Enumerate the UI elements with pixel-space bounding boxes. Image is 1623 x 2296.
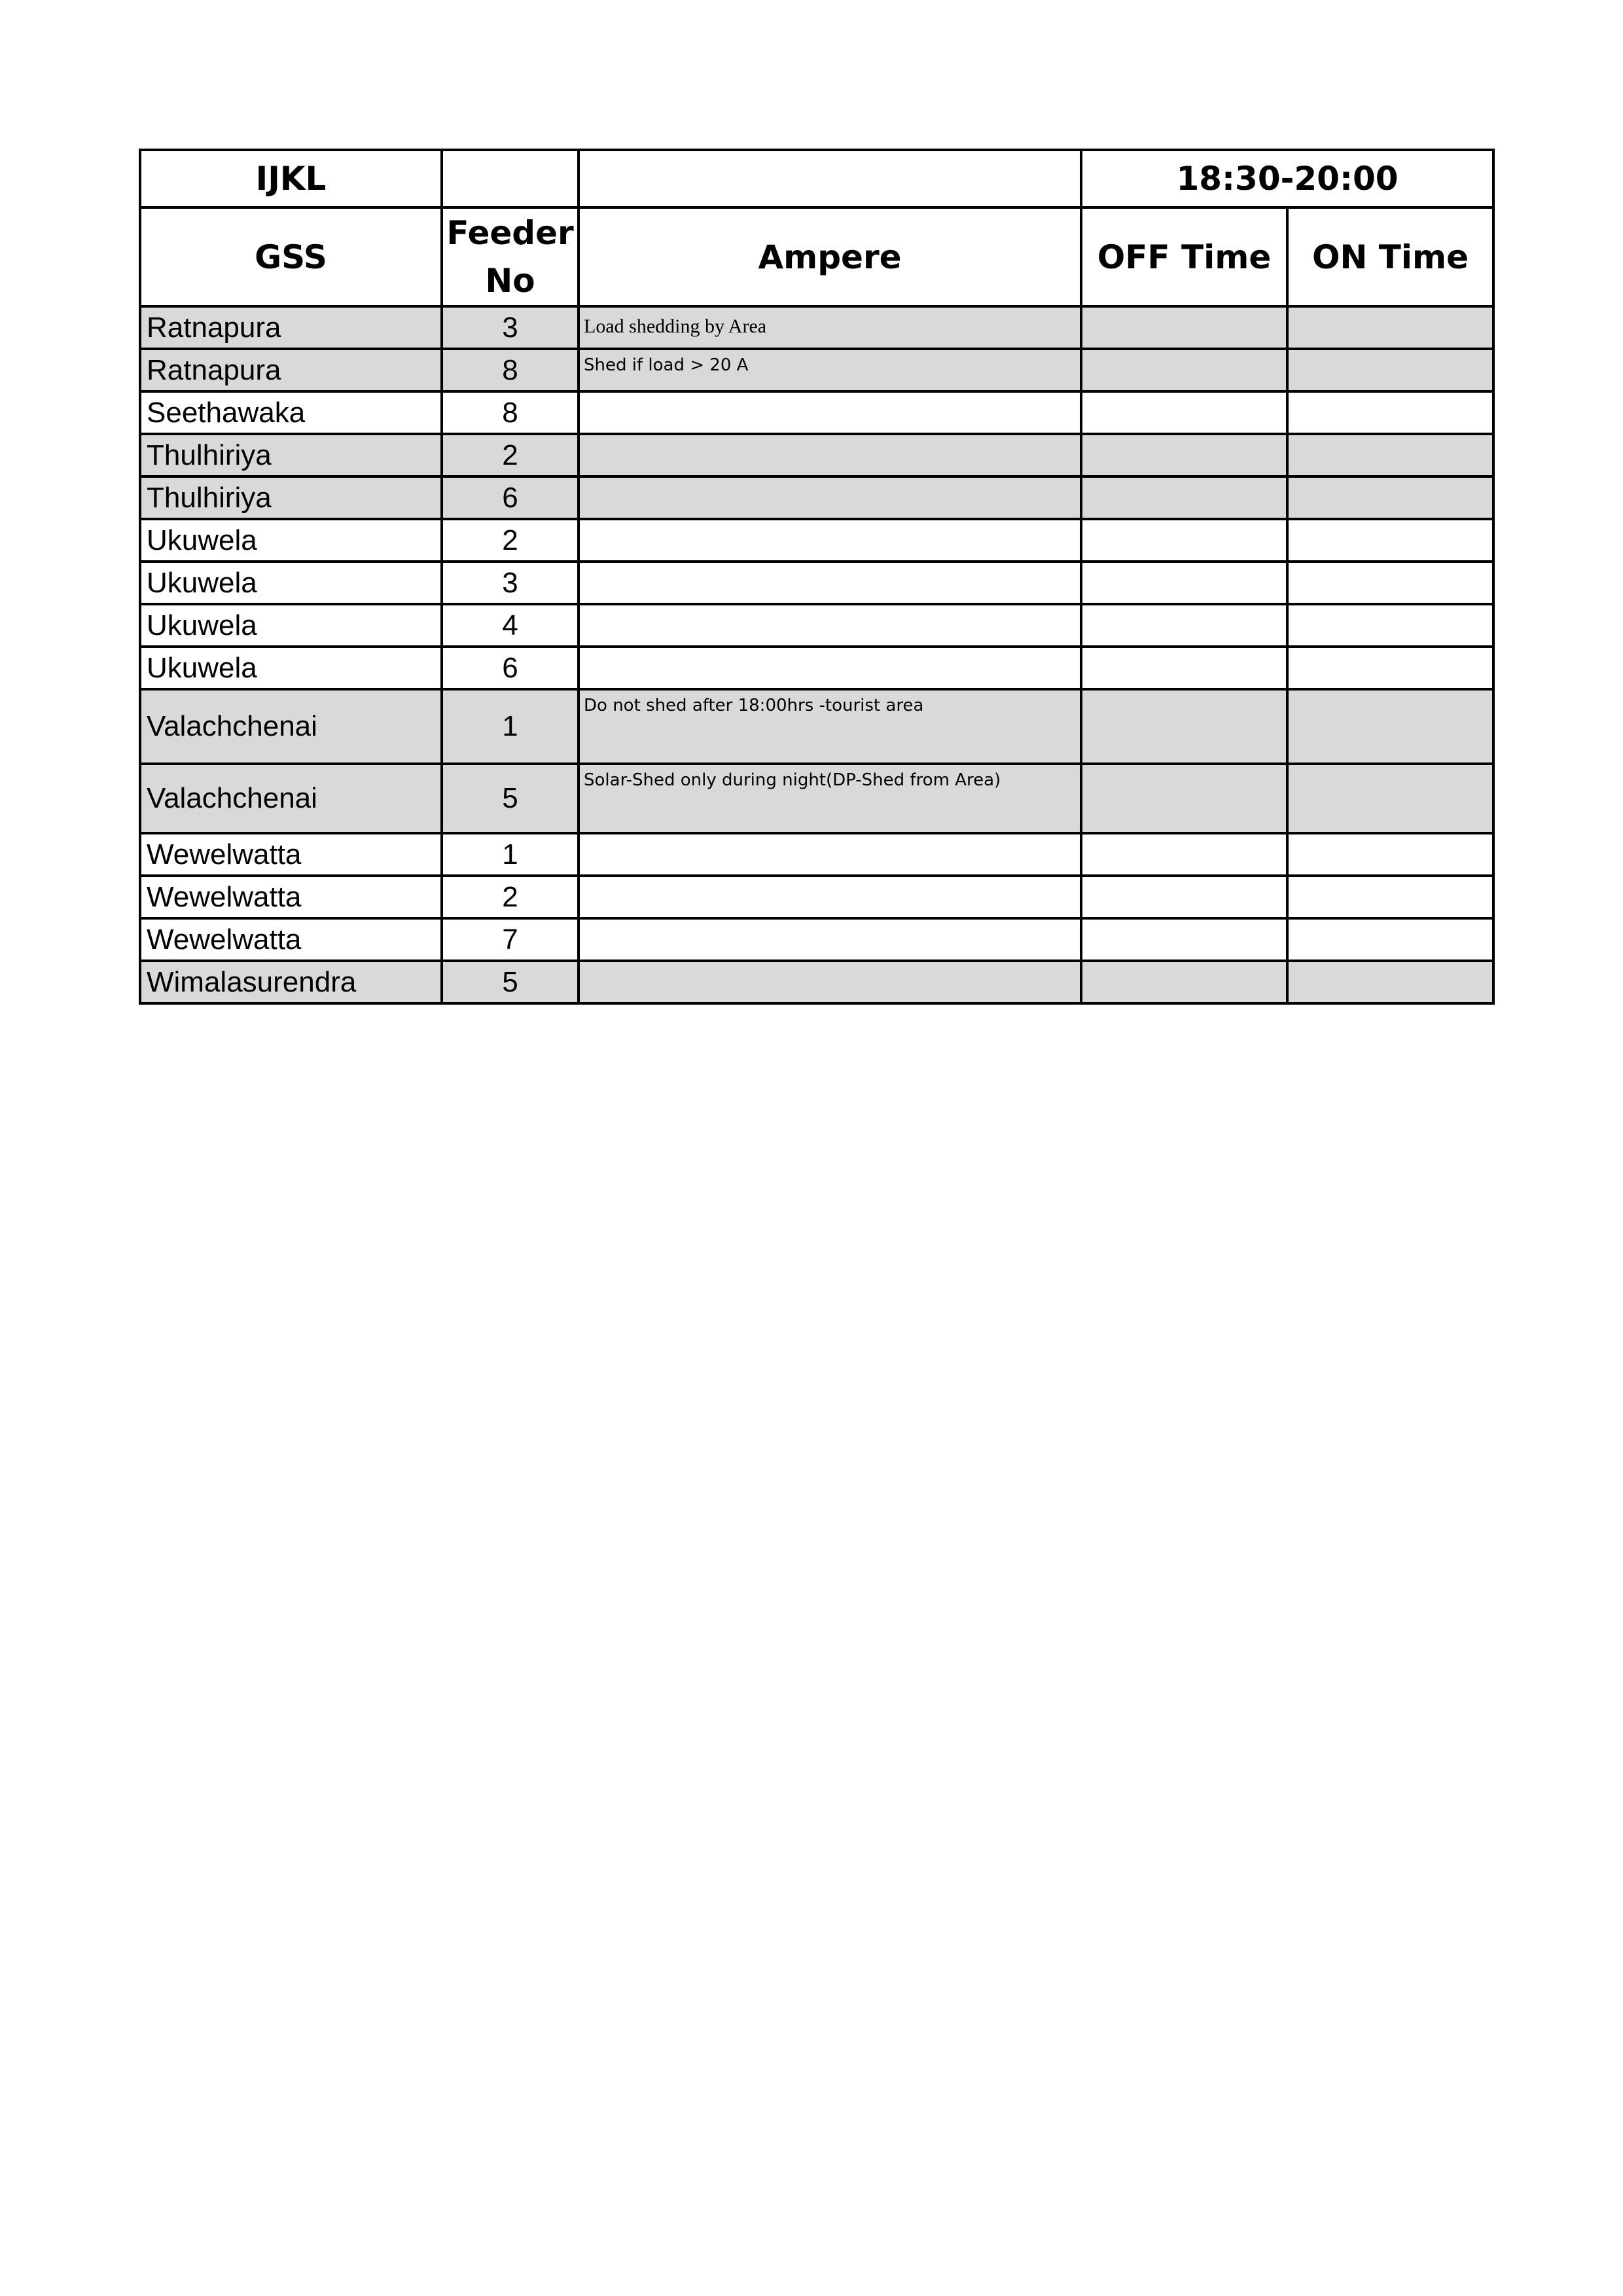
on-time-cell[interactable] bbox=[1287, 306, 1493, 349]
ampere-note: Do not shed after 18:00hrs -tourist area bbox=[584, 696, 924, 715]
gss-cell: Ratnapura bbox=[140, 306, 442, 349]
column-header-on-time: ON Time bbox=[1287, 207, 1493, 306]
column-header-feeder-line1: Feeder bbox=[446, 213, 574, 252]
gss-cell: Ukuwela bbox=[140, 562, 442, 604]
on-time-cell[interactable] bbox=[1287, 349, 1493, 391]
on-time-cell[interactable] bbox=[1287, 833, 1493, 876]
on-time-cell[interactable] bbox=[1287, 562, 1493, 604]
table-row bbox=[140, 434, 1493, 476]
on-time-cell[interactable] bbox=[1287, 961, 1493, 1003]
ampere-cell[interactable] bbox=[579, 876, 1081, 918]
ampere-cell[interactable] bbox=[579, 349, 1081, 391]
gss-cell: Seethawaka bbox=[140, 391, 442, 434]
column-header-gss: GSS bbox=[140, 207, 442, 306]
on-time-cell[interactable] bbox=[1287, 434, 1493, 476]
gss-cell: Thulhiriya bbox=[140, 476, 442, 519]
ampere-cell[interactable] bbox=[579, 918, 1081, 961]
column-header-row bbox=[140, 207, 1493, 306]
gss-cell: Ukuwela bbox=[140, 647, 442, 689]
on-time-cell[interactable] bbox=[1287, 918, 1493, 961]
on-time-cell[interactable] bbox=[1287, 876, 1493, 918]
feeder-cell: 6 bbox=[442, 476, 579, 519]
table-row bbox=[140, 764, 1493, 833]
gss-cell: Wewelwatta bbox=[140, 918, 442, 961]
table-row bbox=[140, 562, 1493, 604]
ampere-cell[interactable] bbox=[579, 961, 1081, 1003]
feeder-cell: 2 bbox=[442, 519, 579, 562]
feeder-cell: 2 bbox=[442, 434, 579, 476]
feeder-cell: 3 bbox=[442, 306, 579, 349]
empty-header-cell bbox=[579, 150, 1081, 207]
off-time-cell[interactable] bbox=[1081, 306, 1287, 349]
table-row bbox=[140, 306, 1493, 349]
table-row bbox=[140, 476, 1493, 519]
column-header-feeder bbox=[442, 207, 579, 306]
ampere-note: Load shedding by Area bbox=[584, 315, 767, 337]
ampere-cell[interactable] bbox=[579, 604, 1081, 647]
feeder-cell: 8 bbox=[442, 391, 579, 434]
ampere-note: Shed if load > 20 A bbox=[584, 355, 749, 375]
off-time-cell[interactable] bbox=[1081, 519, 1287, 562]
ampere-cell[interactable] bbox=[579, 764, 1081, 833]
gss-cell: Wewelwatta bbox=[140, 876, 442, 918]
table-row bbox=[140, 918, 1493, 961]
on-time-cell[interactable] bbox=[1287, 391, 1493, 434]
on-time-cell[interactable] bbox=[1287, 476, 1493, 519]
group-title: IJKL bbox=[140, 150, 442, 207]
feeder-cell: 8 bbox=[442, 349, 579, 391]
table-row bbox=[140, 391, 1493, 434]
gss-cell: Valachchenai bbox=[140, 764, 442, 833]
feeder-cell: 7 bbox=[442, 918, 579, 961]
off-time-cell[interactable] bbox=[1081, 961, 1287, 1003]
feeder-cell: 1 bbox=[442, 689, 579, 764]
feeder-cell: 5 bbox=[442, 764, 579, 833]
table-row bbox=[140, 519, 1493, 562]
ampere-cell[interactable] bbox=[579, 476, 1081, 519]
column-header-off-time: OFF Time bbox=[1081, 207, 1287, 306]
table-row bbox=[140, 833, 1493, 876]
ampere-cell[interactable] bbox=[579, 647, 1081, 689]
feeder-cell: 1 bbox=[442, 833, 579, 876]
off-time-cell[interactable] bbox=[1081, 604, 1287, 647]
ampere-cell[interactable] bbox=[579, 833, 1081, 876]
gss-cell: Ukuwela bbox=[140, 519, 442, 562]
off-time-cell[interactable] bbox=[1081, 764, 1287, 833]
title-row bbox=[140, 150, 1493, 207]
ampere-cell[interactable] bbox=[579, 391, 1081, 434]
column-header-feeder-line2: No bbox=[485, 261, 535, 300]
on-time-cell[interactable] bbox=[1287, 647, 1493, 689]
gss-cell: Wimalasurendra bbox=[140, 961, 442, 1003]
off-time-cell[interactable] bbox=[1081, 689, 1287, 764]
off-time-cell[interactable] bbox=[1081, 833, 1287, 876]
ampere-cell[interactable] bbox=[579, 562, 1081, 604]
off-time-cell[interactable] bbox=[1081, 434, 1287, 476]
feeder-cell: 3 bbox=[442, 562, 579, 604]
on-time-cell[interactable] bbox=[1287, 689, 1493, 764]
off-time-cell[interactable] bbox=[1081, 349, 1287, 391]
ampere-cell[interactable] bbox=[579, 434, 1081, 476]
gss-cell: Ukuwela bbox=[140, 604, 442, 647]
ampere-cell[interactable] bbox=[579, 306, 1081, 349]
table-row bbox=[140, 961, 1493, 1003]
off-time-cell[interactable] bbox=[1081, 918, 1287, 961]
time-window: 18:30-20:00 bbox=[1081, 150, 1493, 207]
gss-cell: Thulhiriya bbox=[140, 434, 442, 476]
on-time-cell[interactable] bbox=[1287, 764, 1493, 833]
empty-header-cell bbox=[442, 150, 579, 207]
feeder-cell: 2 bbox=[442, 876, 579, 918]
off-time-cell[interactable] bbox=[1081, 562, 1287, 604]
table-row bbox=[140, 604, 1493, 647]
feeder-cell: 6 bbox=[442, 647, 579, 689]
feeder-cell: 4 bbox=[442, 604, 579, 647]
load-shedding-table bbox=[139, 149, 1495, 1005]
on-time-cell[interactable] bbox=[1287, 519, 1493, 562]
table-row bbox=[140, 349, 1493, 391]
column-header-ampere: Ampere bbox=[579, 207, 1081, 306]
ampere-cell[interactable] bbox=[579, 519, 1081, 562]
gss-cell: Valachchenai bbox=[140, 689, 442, 764]
table-row bbox=[140, 689, 1493, 764]
ampere-cell[interactable] bbox=[579, 689, 1081, 764]
off-time-cell[interactable] bbox=[1081, 391, 1287, 434]
table-row bbox=[140, 876, 1493, 918]
off-time-cell[interactable] bbox=[1081, 647, 1287, 689]
table-row bbox=[140, 647, 1493, 689]
ampere-note: Solar-Shed only during night(DP-Shed from Area) bbox=[584, 770, 1001, 790]
off-time-cell[interactable] bbox=[1081, 876, 1287, 918]
on-time-cell[interactable] bbox=[1287, 604, 1493, 647]
feeder-cell: 5 bbox=[442, 961, 579, 1003]
gss-cell: Wewelwatta bbox=[140, 833, 442, 876]
gss-cell: Ratnapura bbox=[140, 349, 442, 391]
off-time-cell[interactable] bbox=[1081, 476, 1287, 519]
